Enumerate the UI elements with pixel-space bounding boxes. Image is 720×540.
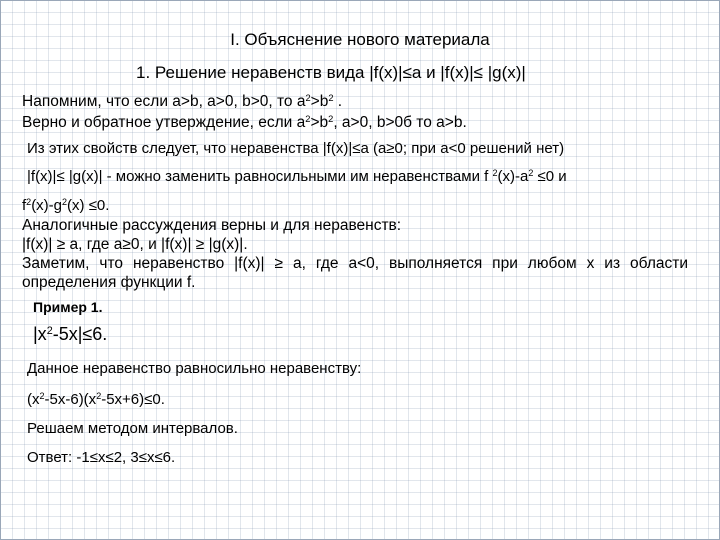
recall-exp-1: 2 [305,92,311,103]
recall-exp-2: 2 [328,92,334,103]
equivalence-text-1: |f(x)|≤ |g(x)| - можно заменить равносильными им неравенствами f [27,168,493,185]
second-inequality-line [22,197,109,214]
equivalence-text-2: (x)-a [497,168,529,185]
analogous-cases-line: |f(x)| ≥ a, где a≥0, и |f(x)| ≥ |g(x)|. [22,236,248,253]
converse-exp-1: 2 [305,113,311,124]
equivalence-line [27,168,567,185]
second-ineq-text-2: (x)-g [31,197,63,214]
answer-line: Ответ: -1≤x≤2, 3≤x≤6. [27,449,176,466]
equiv-expr-text-1: (x [27,391,40,408]
equivalence-text-3: ≤0 и [533,168,567,185]
converse-text-2: >b [310,114,329,131]
converse-text-3: , a>0, b>0б то a>b. [333,114,467,131]
method-line: Решаем методом интервалов. [27,420,238,437]
converse-text-1: Верно и обратное утверждение, если a [22,114,306,131]
slide-subtitle: 1. Решение неравенств вида |f(x)|≤a и |f(x)|≤ |g(x)| [136,63,526,82]
second-ineq-text-3: (x) ≤0. [67,197,110,214]
recall-text-2: >b [310,93,329,110]
equivalence-statement: Данное неравенство равносильно неравенству: [27,360,362,377]
second-ineq-exp-1: 2 [26,197,32,208]
slide-title: I. Объяснение нового материала [230,30,490,49]
example-expr-text-2: -5x|≤6. [52,324,108,344]
second-ineq-exp-2: 2 [62,197,68,208]
recall-line [22,93,342,111]
equiv-expr-text-2: -5x-6)(x [44,391,97,408]
second-ineq-text-1: f [22,197,27,214]
example-expression [33,324,107,345]
recall-text-1: Напомним, что если a>b, a>0, b>0, то a [22,93,306,110]
equiv-expr-exp-1: 2 [39,391,45,402]
example-expr-text-1: |x [33,324,47,344]
analogous-line: Аналогичные рассуждения верны и для неравенств: [22,217,402,234]
example-label: Пример 1. [33,299,103,315]
note-paragraph: Заметим, что неравенство |f(x)| ≥ a, где a<0, выполняется при любом x из области определения функции f. [22,255,688,291]
equivalence-exp-2: 2 [528,168,534,179]
recall-text-3: . [333,93,343,110]
equivalence-exp-1: 2 [492,168,498,179]
equiv-expr-exp-2: 2 [96,391,102,402]
equivalent-inequality [27,391,165,408]
example-expr-exp-1: 2 [46,325,53,338]
equiv-expr-text-3: -5x+6)≤0. [101,391,165,408]
converse-exp-2: 2 [328,113,334,124]
properties-line: Из этих свойств следует, что неравенства |f(x)|≤a (a≥0; при a<0 решений нет) [27,140,565,157]
converse-line [22,114,467,132]
